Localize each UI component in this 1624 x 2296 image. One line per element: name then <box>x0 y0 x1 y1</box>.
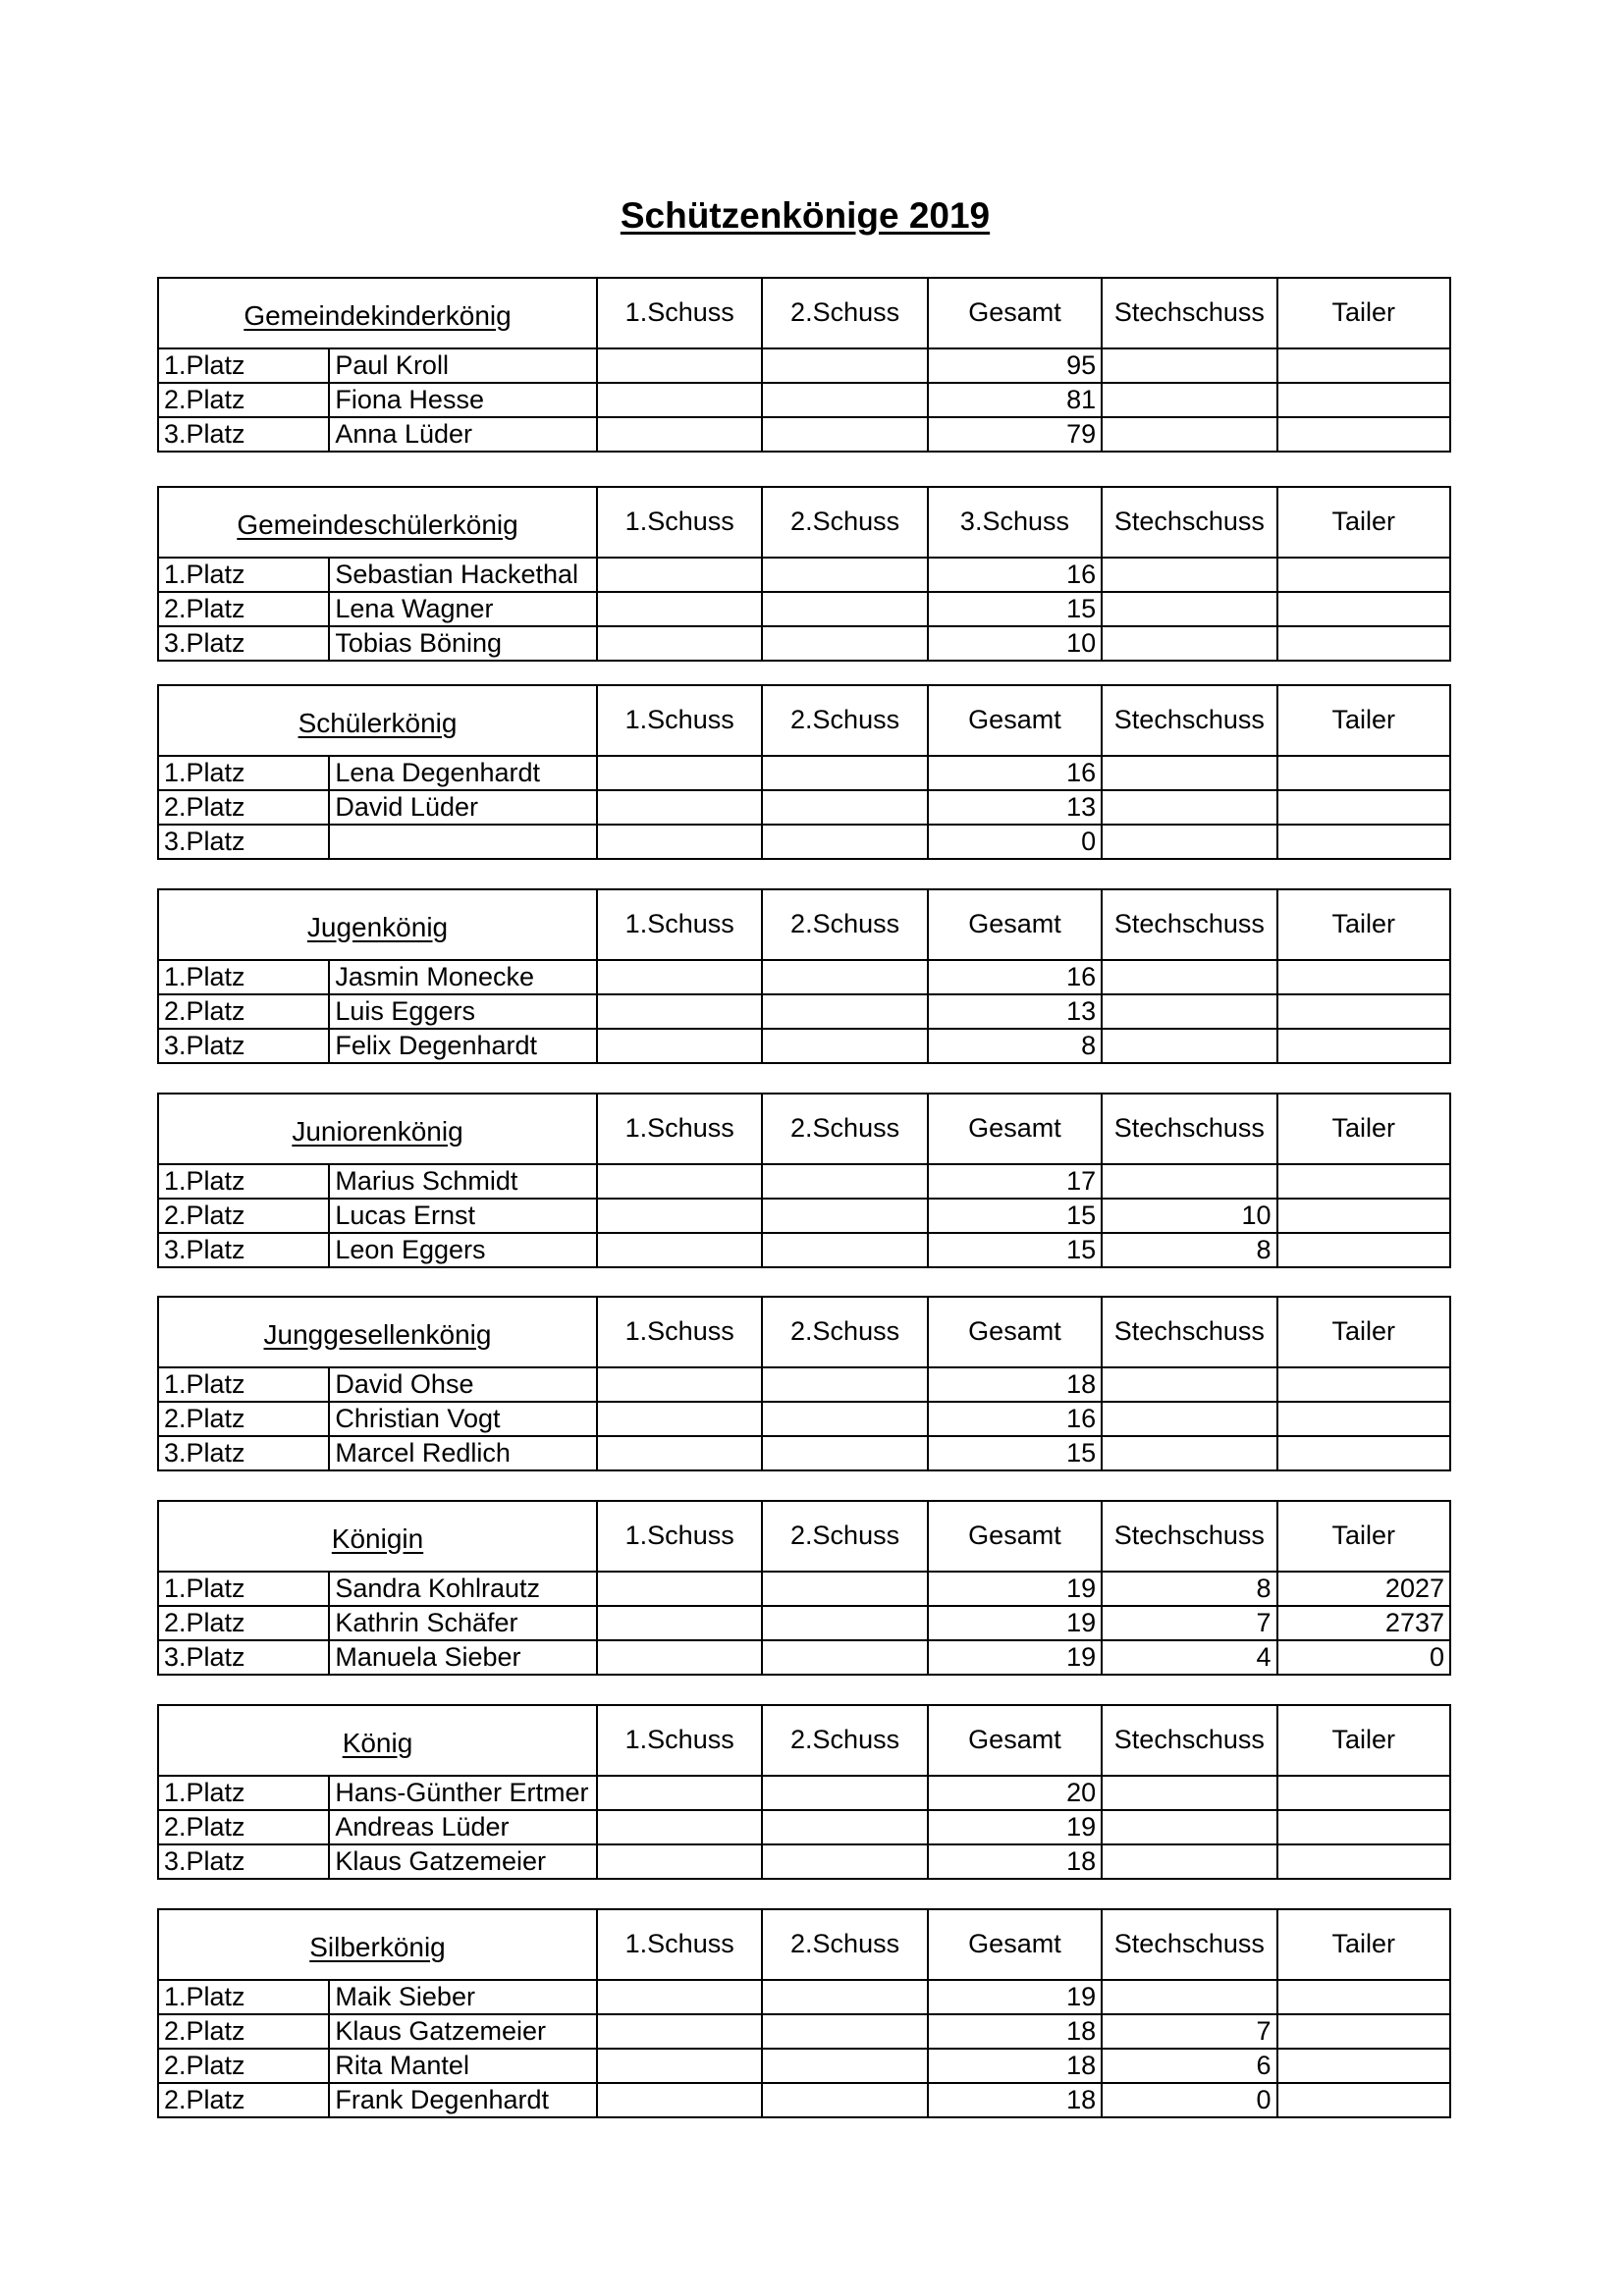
name-cell: Lena Wagner <box>329 592 597 626</box>
shot2-cell <box>762 1436 927 1470</box>
shot2-cell <box>762 2083 927 2117</box>
table-row <box>158 348 1450 383</box>
results-table <box>157 486 1451 662</box>
column-header: Gesamt <box>928 1297 1102 1367</box>
category-title: König <box>158 1705 597 1776</box>
stechschuss-cell <box>1102 790 1276 825</box>
tailer-cell <box>1277 2014 1450 2049</box>
results-table <box>157 888 1451 1064</box>
table-row <box>158 790 1450 825</box>
column-header: 2.Schuss <box>762 1297 927 1367</box>
column-header: 1.Schuss <box>597 487 762 558</box>
place-cell: 3.Platz <box>158 1029 329 1063</box>
column-header: Gesamt <box>928 1705 1102 1776</box>
table-row <box>158 1844 1450 1879</box>
place-cell: 2.Platz <box>158 790 329 825</box>
table-row <box>158 1776 1450 1810</box>
table-row <box>158 1029 1450 1063</box>
table-row <box>158 417 1450 452</box>
table-row <box>158 1164 1450 1199</box>
table-row <box>158 2014 1450 2049</box>
tailer-cell <box>1277 2049 1450 2083</box>
tailer-cell <box>1277 1980 1450 2014</box>
place-cell: 1.Platz <box>158 960 329 994</box>
shot1-cell <box>597 1436 762 1470</box>
table-row <box>158 1199 1450 1233</box>
table-row <box>158 383 1450 417</box>
total-cell: 19 <box>928 1606 1102 1640</box>
column-header: 1.Schuss <box>597 278 762 348</box>
table-row <box>158 626 1450 661</box>
name-cell: Klaus Gatzemeier <box>329 1844 597 1879</box>
column-header: Tailer <box>1277 685 1450 756</box>
place-cell: 3.Platz <box>158 626 329 661</box>
shot2-cell <box>762 1810 927 1844</box>
column-header: Stechschuss <box>1102 487 1276 558</box>
stechschuss-cell <box>1102 1402 1276 1436</box>
table-row <box>158 1640 1450 1675</box>
shot2-cell <box>762 1164 927 1199</box>
stechschuss-cell <box>1102 417 1276 452</box>
column-header: 2.Schuss <box>762 1705 927 1776</box>
stechschuss-cell: 10 <box>1102 1199 1276 1233</box>
shot1-cell <box>597 1402 762 1436</box>
tailer-cell <box>1277 2083 1450 2117</box>
total-cell: 18 <box>928 1844 1102 1879</box>
name-cell: Marcel Redlich <box>329 1436 597 1470</box>
tailer-cell <box>1277 348 1450 383</box>
column-header: 1.Schuss <box>597 1501 762 1572</box>
tailer-cell <box>1277 994 1450 1029</box>
tailer-cell <box>1277 592 1450 626</box>
shot2-cell <box>762 1606 927 1640</box>
shot1-cell <box>597 592 762 626</box>
category-title: Gemeindeschülerkönig <box>158 487 597 558</box>
shot1-cell <box>597 1980 762 2014</box>
total-cell: 8 <box>928 1029 1102 1063</box>
table-row <box>158 1980 1450 2014</box>
stechschuss-cell <box>1102 1029 1276 1063</box>
shot1-cell <box>597 1029 762 1063</box>
results-table <box>157 277 1451 453</box>
shot2-cell <box>762 1233 927 1267</box>
total-cell: 16 <box>928 960 1102 994</box>
column-header: Stechschuss <box>1102 1909 1276 1980</box>
table-header-row <box>158 889 1450 960</box>
shot1-cell <box>597 994 762 1029</box>
shot2-cell <box>762 626 927 661</box>
shot2-cell <box>762 1640 927 1675</box>
column-header: 2.Schuss <box>762 1094 927 1164</box>
shot2-cell <box>762 2049 927 2083</box>
shot2-cell <box>762 383 927 417</box>
tailer-cell <box>1277 825 1450 859</box>
tailer-cell <box>1277 626 1450 661</box>
table-header-row <box>158 685 1450 756</box>
name-cell: Jasmin Monecke <box>329 960 597 994</box>
total-cell: 17 <box>928 1164 1102 1199</box>
name-cell: Kathrin Schäfer <box>329 1606 597 1640</box>
tailer-cell <box>1277 1776 1450 1810</box>
place-cell: 1.Platz <box>158 558 329 592</box>
category-title: Schülerkönig <box>158 685 597 756</box>
category-title: Juniorenkönig <box>158 1094 597 1164</box>
stechschuss-cell <box>1102 592 1276 626</box>
shot2-cell <box>762 2014 927 2049</box>
shot1-cell <box>597 1606 762 1640</box>
tailer-cell <box>1277 1199 1450 1233</box>
place-cell: 3.Platz <box>158 1640 329 1675</box>
column-header: Tailer <box>1277 278 1450 348</box>
table-row <box>158 756 1450 790</box>
place-cell: 2.Platz <box>158 592 329 626</box>
column-header: Stechschuss <box>1102 278 1276 348</box>
tailer-cell <box>1277 1844 1450 1879</box>
table-header-row <box>158 1297 1450 1367</box>
tailer-cell <box>1277 417 1450 452</box>
column-header: Stechschuss <box>1102 1297 1276 1367</box>
shot1-cell <box>597 1367 762 1402</box>
name-cell: Maik Sieber <box>329 1980 597 2014</box>
table-row <box>158 2083 1450 2117</box>
table-header-row <box>158 1705 1450 1776</box>
place-cell: 1.Platz <box>158 1367 329 1402</box>
tailer-cell <box>1277 1402 1450 1436</box>
shot1-cell <box>597 348 762 383</box>
place-cell: 2.Platz <box>158 994 329 1029</box>
shot2-cell <box>762 994 927 1029</box>
name-cell: Luis Eggers <box>329 994 597 1029</box>
shot1-cell <box>597 960 762 994</box>
column-header: Stechschuss <box>1102 685 1276 756</box>
stechschuss-cell: 4 <box>1102 1640 1276 1675</box>
stechschuss-cell <box>1102 1436 1276 1470</box>
column-header: Gesamt <box>928 1501 1102 1572</box>
total-cell: 15 <box>928 1436 1102 1470</box>
place-cell: 3.Platz <box>158 1844 329 1879</box>
stechschuss-cell: 7 <box>1102 2014 1276 2049</box>
table-row <box>158 1572 1450 1606</box>
shot2-cell <box>762 558 927 592</box>
column-header: Tailer <box>1277 1297 1450 1367</box>
total-cell: 81 <box>928 383 1102 417</box>
name-cell: David Ohse <box>329 1367 597 1402</box>
stechschuss-cell <box>1102 825 1276 859</box>
column-header: Stechschuss <box>1102 889 1276 960</box>
name-cell: Lucas Ernst <box>329 1199 597 1233</box>
total-cell: 19 <box>928 1980 1102 2014</box>
table-row <box>158 2049 1450 2083</box>
category-title: Silberkönig <box>158 1909 597 1980</box>
results-table <box>157 684 1451 860</box>
total-cell: 10 <box>928 626 1102 661</box>
stechschuss-cell <box>1102 348 1276 383</box>
shot1-cell <box>597 558 762 592</box>
column-header: 2.Schuss <box>762 685 927 756</box>
name-cell: Anna Lüder <box>329 417 597 452</box>
stechschuss-cell <box>1102 1980 1276 2014</box>
place-cell: 2.Platz <box>158 1810 329 1844</box>
table-row <box>158 825 1450 859</box>
name-cell: Sandra Kohlrautz <box>329 1572 597 1606</box>
name-cell: Rita Mantel <box>329 2049 597 2083</box>
shot1-cell <box>597 1164 762 1199</box>
stechschuss-cell <box>1102 1367 1276 1402</box>
name-cell: Paul Kroll <box>329 348 597 383</box>
shot2-cell <box>762 592 927 626</box>
tailer-cell <box>1277 960 1450 994</box>
column-header: Tailer <box>1277 1705 1450 1776</box>
name-cell: Marius Schmidt <box>329 1164 597 1199</box>
stechschuss-cell: 6 <box>1102 2049 1276 2083</box>
tailer-cell <box>1277 1029 1450 1063</box>
shot2-cell <box>762 1367 927 1402</box>
column-header: Stechschuss <box>1102 1501 1276 1572</box>
shot2-cell <box>762 1199 927 1233</box>
shot1-cell <box>597 2049 762 2083</box>
table-row <box>158 1810 1450 1844</box>
column-header: Stechschuss <box>1102 1705 1276 1776</box>
shot1-cell <box>597 2014 762 2049</box>
tailer-cell: 2737 <box>1277 1606 1450 1640</box>
shot1-cell <box>597 2083 762 2117</box>
name-cell: Felix Degenhardt <box>329 1029 597 1063</box>
total-cell: 95 <box>928 348 1102 383</box>
place-cell: 2.Platz <box>158 2083 329 2117</box>
stechschuss-cell <box>1102 960 1276 994</box>
table-row <box>158 1402 1450 1436</box>
shot1-cell <box>597 790 762 825</box>
column-header: Gesamt <box>928 1094 1102 1164</box>
column-header: Gesamt <box>928 278 1102 348</box>
total-cell: 19 <box>928 1572 1102 1606</box>
stechschuss-cell <box>1102 558 1276 592</box>
tailer-cell <box>1277 383 1450 417</box>
total-cell: 15 <box>928 1199 1102 1233</box>
tailer-cell <box>1277 1436 1450 1470</box>
column-header: Gesamt <box>928 889 1102 960</box>
tailer-cell <box>1277 1233 1450 1267</box>
column-header: 1.Schuss <box>597 685 762 756</box>
table-header-row <box>158 1501 1450 1572</box>
total-cell: 13 <box>928 790 1102 825</box>
shot1-cell <box>597 1844 762 1879</box>
column-header: 2.Schuss <box>762 1501 927 1572</box>
stechschuss-cell <box>1102 994 1276 1029</box>
total-cell: 18 <box>928 1367 1102 1402</box>
total-cell: 16 <box>928 756 1102 790</box>
total-cell: 13 <box>928 994 1102 1029</box>
shot2-cell <box>762 960 927 994</box>
shot1-cell <box>597 1640 762 1675</box>
column-header: Tailer <box>1277 1909 1450 1980</box>
column-header: 1.Schuss <box>597 1705 762 1776</box>
shot1-cell <box>597 1810 762 1844</box>
column-header: 2.Schuss <box>762 889 927 960</box>
table-row <box>158 1233 1450 1267</box>
stechschuss-cell <box>1102 1844 1276 1879</box>
place-cell: 2.Platz <box>158 2049 329 2083</box>
tailer-cell: 2027 <box>1277 1572 1450 1606</box>
shot1-cell <box>597 1233 762 1267</box>
total-cell: 15 <box>928 592 1102 626</box>
place-cell: 1.Platz <box>158 1572 329 1606</box>
shot1-cell <box>597 1776 762 1810</box>
name-cell: Hans-Günther Ertmer <box>329 1776 597 1810</box>
name-cell: David Lüder <box>329 790 597 825</box>
column-header: Tailer <box>1277 889 1450 960</box>
total-cell: 19 <box>928 1640 1102 1675</box>
tailer-cell <box>1277 1367 1450 1402</box>
total-cell: 18 <box>928 2049 1102 2083</box>
stechschuss-cell: 8 <box>1102 1233 1276 1267</box>
name-cell: Lena Degenhardt <box>329 756 597 790</box>
results-table <box>157 1093 1451 1268</box>
results-table <box>157 1500 1451 1676</box>
total-cell: 16 <box>928 1402 1102 1436</box>
column-header: Gesamt <box>928 685 1102 756</box>
name-cell: Fiona Hesse <box>329 383 597 417</box>
table-row <box>158 592 1450 626</box>
table-header-row <box>158 1909 1450 1980</box>
stechschuss-cell: 7 <box>1102 1606 1276 1640</box>
table-header-row <box>158 1094 1450 1164</box>
stechschuss-cell: 0 <box>1102 2083 1276 2117</box>
shot1-cell <box>597 1199 762 1233</box>
place-cell: 3.Platz <box>158 825 329 859</box>
shot2-cell <box>762 1029 927 1063</box>
total-cell: 20 <box>928 1776 1102 1810</box>
place-cell: 3.Platz <box>158 1436 329 1470</box>
shot2-cell <box>762 348 927 383</box>
place-cell: 2.Platz <box>158 1402 329 1436</box>
place-cell: 2.Platz <box>158 2014 329 2049</box>
name-cell: Manuela Sieber <box>329 1640 597 1675</box>
table-row <box>158 1436 1450 1470</box>
column-header: 1.Schuss <box>597 1909 762 1980</box>
name-cell: Andreas Lüder <box>329 1810 597 1844</box>
page-title: Schützenkönige 2019 <box>620 195 991 236</box>
stechschuss-cell <box>1102 626 1276 661</box>
column-header: 2.Schuss <box>762 487 927 558</box>
tailer-cell: 0 <box>1277 1640 1450 1675</box>
total-cell: 15 <box>928 1233 1102 1267</box>
total-cell: 18 <box>928 2014 1102 2049</box>
category-title: Königin <box>158 1501 597 1572</box>
shot2-cell <box>762 1572 927 1606</box>
results-table <box>157 1296 1451 1471</box>
column-header: 1.Schuss <box>597 1094 762 1164</box>
table-row <box>158 960 1450 994</box>
stechschuss-cell <box>1102 1776 1276 1810</box>
total-cell: 16 <box>928 558 1102 592</box>
category-title: Jugenkönig <box>158 889 597 960</box>
name-cell: Klaus Gatzemeier <box>329 2014 597 2049</box>
shot1-cell <box>597 626 762 661</box>
category-title: Gemeindekinderkönig <box>158 278 597 348</box>
place-cell: 2.Platz <box>158 1199 329 1233</box>
name-cell: Frank Degenhardt <box>329 2083 597 2117</box>
name-cell: Sebastian Hackethal <box>329 558 597 592</box>
column-header: Tailer <box>1277 1094 1450 1164</box>
name-cell: Tobias Böning <box>329 626 597 661</box>
shot2-cell <box>762 756 927 790</box>
shot1-cell <box>597 825 762 859</box>
results-table <box>157 1704 1451 1880</box>
shot2-cell <box>762 825 927 859</box>
table-header-row <box>158 278 1450 348</box>
total-cell: 18 <box>928 2083 1102 2117</box>
shot2-cell <box>762 1776 927 1810</box>
total-cell: 79 <box>928 417 1102 452</box>
stechschuss-cell <box>1102 756 1276 790</box>
table-row <box>158 1606 1450 1640</box>
tailer-cell <box>1277 790 1450 825</box>
total-cell: 19 <box>928 1810 1102 1844</box>
stechschuss-cell: 8 <box>1102 1572 1276 1606</box>
table-row <box>158 1367 1450 1402</box>
column-header: 2.Schuss <box>762 278 927 348</box>
table-row <box>158 558 1450 592</box>
place-cell: 1.Platz <box>158 348 329 383</box>
shot1-cell <box>597 417 762 452</box>
name-cell: Christian Vogt <box>329 1402 597 1436</box>
column-header: Stechschuss <box>1102 1094 1276 1164</box>
category-title: Junggesellenkönig <box>158 1297 597 1367</box>
stechschuss-cell <box>1102 383 1276 417</box>
tailer-cell <box>1277 1164 1450 1199</box>
name-cell <box>329 825 597 859</box>
stechschuss-cell <box>1102 1810 1276 1844</box>
tailer-cell <box>1277 558 1450 592</box>
place-cell: 1.Platz <box>158 1164 329 1199</box>
place-cell: 3.Platz <box>158 1233 329 1267</box>
tailer-cell <box>1277 1810 1450 1844</box>
total-cell: 0 <box>928 825 1102 859</box>
table-row <box>158 994 1450 1029</box>
shot2-cell <box>762 1844 927 1879</box>
table-header-row <box>158 487 1450 558</box>
shot1-cell <box>597 383 762 417</box>
column-header: 3.Schuss <box>928 487 1102 558</box>
column-header: 2.Schuss <box>762 1909 927 1980</box>
shot2-cell <box>762 1402 927 1436</box>
column-header: Tailer <box>1277 487 1450 558</box>
stechschuss-cell <box>1102 1164 1276 1199</box>
place-cell: 1.Platz <box>158 1776 329 1810</box>
shot1-cell <box>597 756 762 790</box>
shot2-cell <box>762 1980 927 2014</box>
shot2-cell <box>762 417 927 452</box>
place-cell: 3.Platz <box>158 417 329 452</box>
place-cell: 1.Platz <box>158 756 329 790</box>
column-header: Gesamt <box>928 1909 1102 1980</box>
tailer-cell <box>1277 756 1450 790</box>
shot1-cell <box>597 1572 762 1606</box>
place-cell: 2.Platz <box>158 383 329 417</box>
results-table <box>157 1908 1451 2118</box>
column-header: 1.Schuss <box>597 1297 762 1367</box>
place-cell: 2.Platz <box>158 1606 329 1640</box>
column-header: Tailer <box>1277 1501 1450 1572</box>
column-header: 1.Schuss <box>597 889 762 960</box>
name-cell: Leon Eggers <box>329 1233 597 1267</box>
place-cell: 1.Platz <box>158 1980 329 2014</box>
shot2-cell <box>762 790 927 825</box>
